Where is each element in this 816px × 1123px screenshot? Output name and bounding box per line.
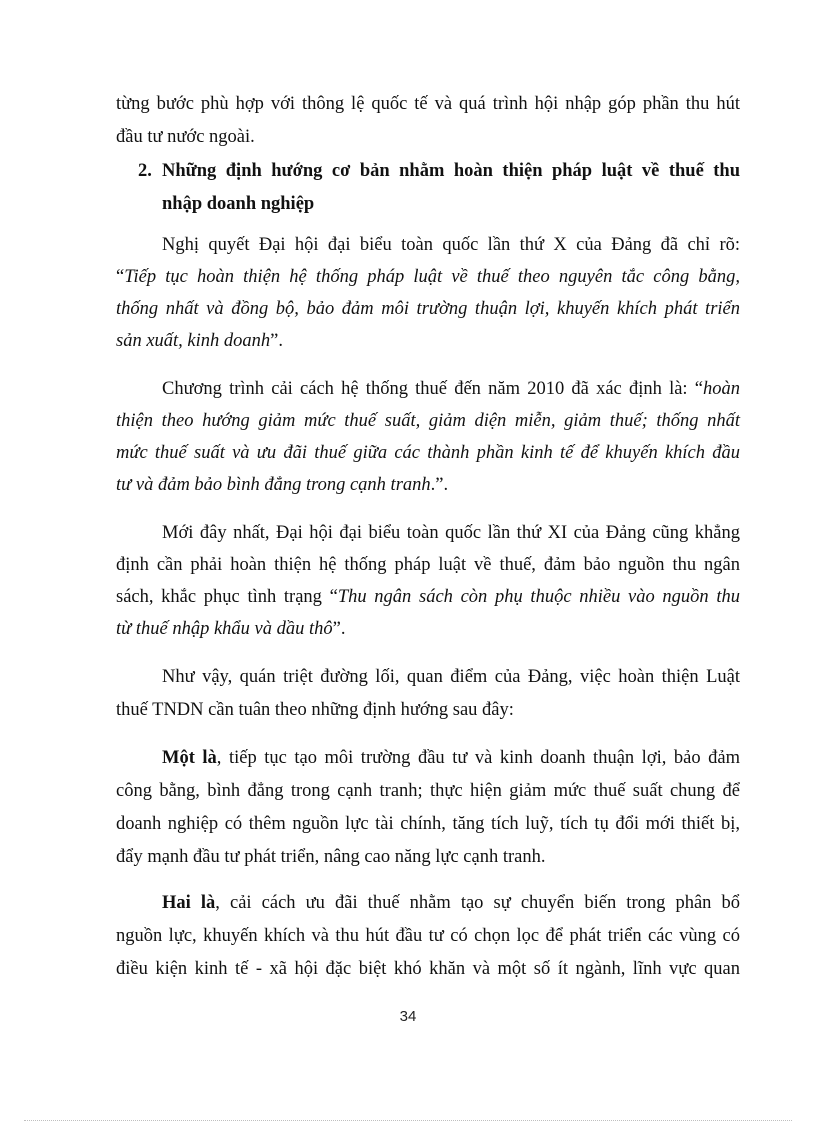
paragraph-line xyxy=(116,265,740,289)
paragraph-line: Nghị quyết Đại hội đại biểu toàn quốc lần thứ X của Đảng đã chỉ rõ: xyxy=(162,235,740,255)
point-lead: Một là xyxy=(162,748,217,768)
paragraph-line xyxy=(116,585,740,609)
intro-line: từng bước phù hợp với thông lệ quốc tế và quá trình hội nhập góp phần thu hút xyxy=(116,94,740,114)
paragraph-text: , cải cách ưu đãi thuế nhằm tạo sự chuyển biến trong phân bổ xyxy=(215,893,740,913)
section-number: 2. xyxy=(138,161,152,181)
paragraph-line xyxy=(162,746,740,770)
section-heading xyxy=(138,159,740,183)
point-lead: Hai là xyxy=(162,893,216,913)
paragraph-line: điều kiện kinh tế - xã hội đặc biệt khó khăn và một số ít ngành, lĩnh vực quan xyxy=(116,959,740,979)
quoted-text: hoàn xyxy=(703,379,740,399)
quoted-text: tư và đảm bảo bình đẳng trong cạnh tranh xyxy=(116,475,431,495)
paragraph-line: Như vậy, quán triệt đường lối, quan điểm của Đảng, việc hoàn thiện Luật xyxy=(162,667,740,687)
quoted-text: Tiếp tục hoàn thiện hệ thống pháp luật về thuế theo nguyên tắc công bằng, xyxy=(124,267,740,287)
paragraph-line xyxy=(116,473,740,497)
paragraph-line: thuế TNDN cần tuân theo những định hướng sau đây: xyxy=(116,700,514,720)
paragraph-line xyxy=(162,891,740,915)
paragraph-line xyxy=(116,617,740,641)
section-title: Những định hướng cơ bản nhằm hoàn thiện pháp luật về thuế thu xyxy=(162,161,740,181)
quoted-text: từ thuế nhập khẩu và dầu thô xyxy=(116,619,333,639)
page-number: 34 xyxy=(399,1008,417,1025)
quote-mark: ”. xyxy=(332,619,346,639)
quoted-text: sản xuất, kinh doanh xyxy=(116,331,271,351)
paragraph-text: , tiếp tục tạo môi trường đầu tư và kinh doanh thuận lợi, bảo đảm xyxy=(216,748,740,768)
quote-mark: ”. xyxy=(270,331,283,351)
paragraph-line: công bằng, bình đẳng trong cạnh tranh; thực hiện giảm mức thuế suất chung để xyxy=(116,781,740,801)
section-title: nhập doanh nghiệp xyxy=(162,194,315,214)
paragraph-line: định cần phải hoàn thiện hệ thống pháp luật về thuế, đảm bảo nguồn thu ngân xyxy=(116,555,740,575)
paragraph-line: Mới đây nhất, Đại hội đại biểu toàn quốc lần thứ XI của Đảng cũng khẳng xyxy=(162,523,740,543)
quoted-text: thiện theo hướng giảm mức thuế suất, giảm diện miễn, giảm thuế; thống nhất xyxy=(116,411,740,431)
paragraph-text: sách, khắc phục tình trạng “ xyxy=(116,587,338,607)
quoted-text: mức thuế suất và ưu đãi thuế giữa các thành phần kinh tế để khuyến khích đầu xyxy=(116,443,740,463)
paragraph-line xyxy=(162,377,740,401)
intro-line: đầu tư nước ngoài. xyxy=(116,127,255,147)
paragraph-text: Chương trình cải cách hệ thống thuế đến năm 2010 đã xác định là: “ xyxy=(162,379,703,399)
page-bottom-divider xyxy=(24,1120,792,1121)
paragraph-line: doanh nghiệp có thêm nguồn lực tài chính, tăng tích luỹ, tích tụ đổi mới thiết bị, xyxy=(116,814,740,834)
paragraph-line: đẩy mạnh đầu tư phát triển, nâng cao năng lực cạnh tranh. xyxy=(116,847,546,867)
quote-mark: .”. xyxy=(430,475,449,495)
paragraph-line xyxy=(116,329,740,353)
quoted-text: Thu ngân sách còn phụ thuộc nhiều vào nguồn thu xyxy=(337,587,740,607)
quoted-text: thống nhất và đồng bộ, bảo đảm môi trường thuận lợi, khuyến khích phát triển xyxy=(116,299,740,319)
quote-mark: “ xyxy=(116,267,125,287)
paragraph-line: nguồn lực, khuyến khích và thu hút đầu tư có chọn lọc để phát triển các vùng có xyxy=(116,926,740,946)
